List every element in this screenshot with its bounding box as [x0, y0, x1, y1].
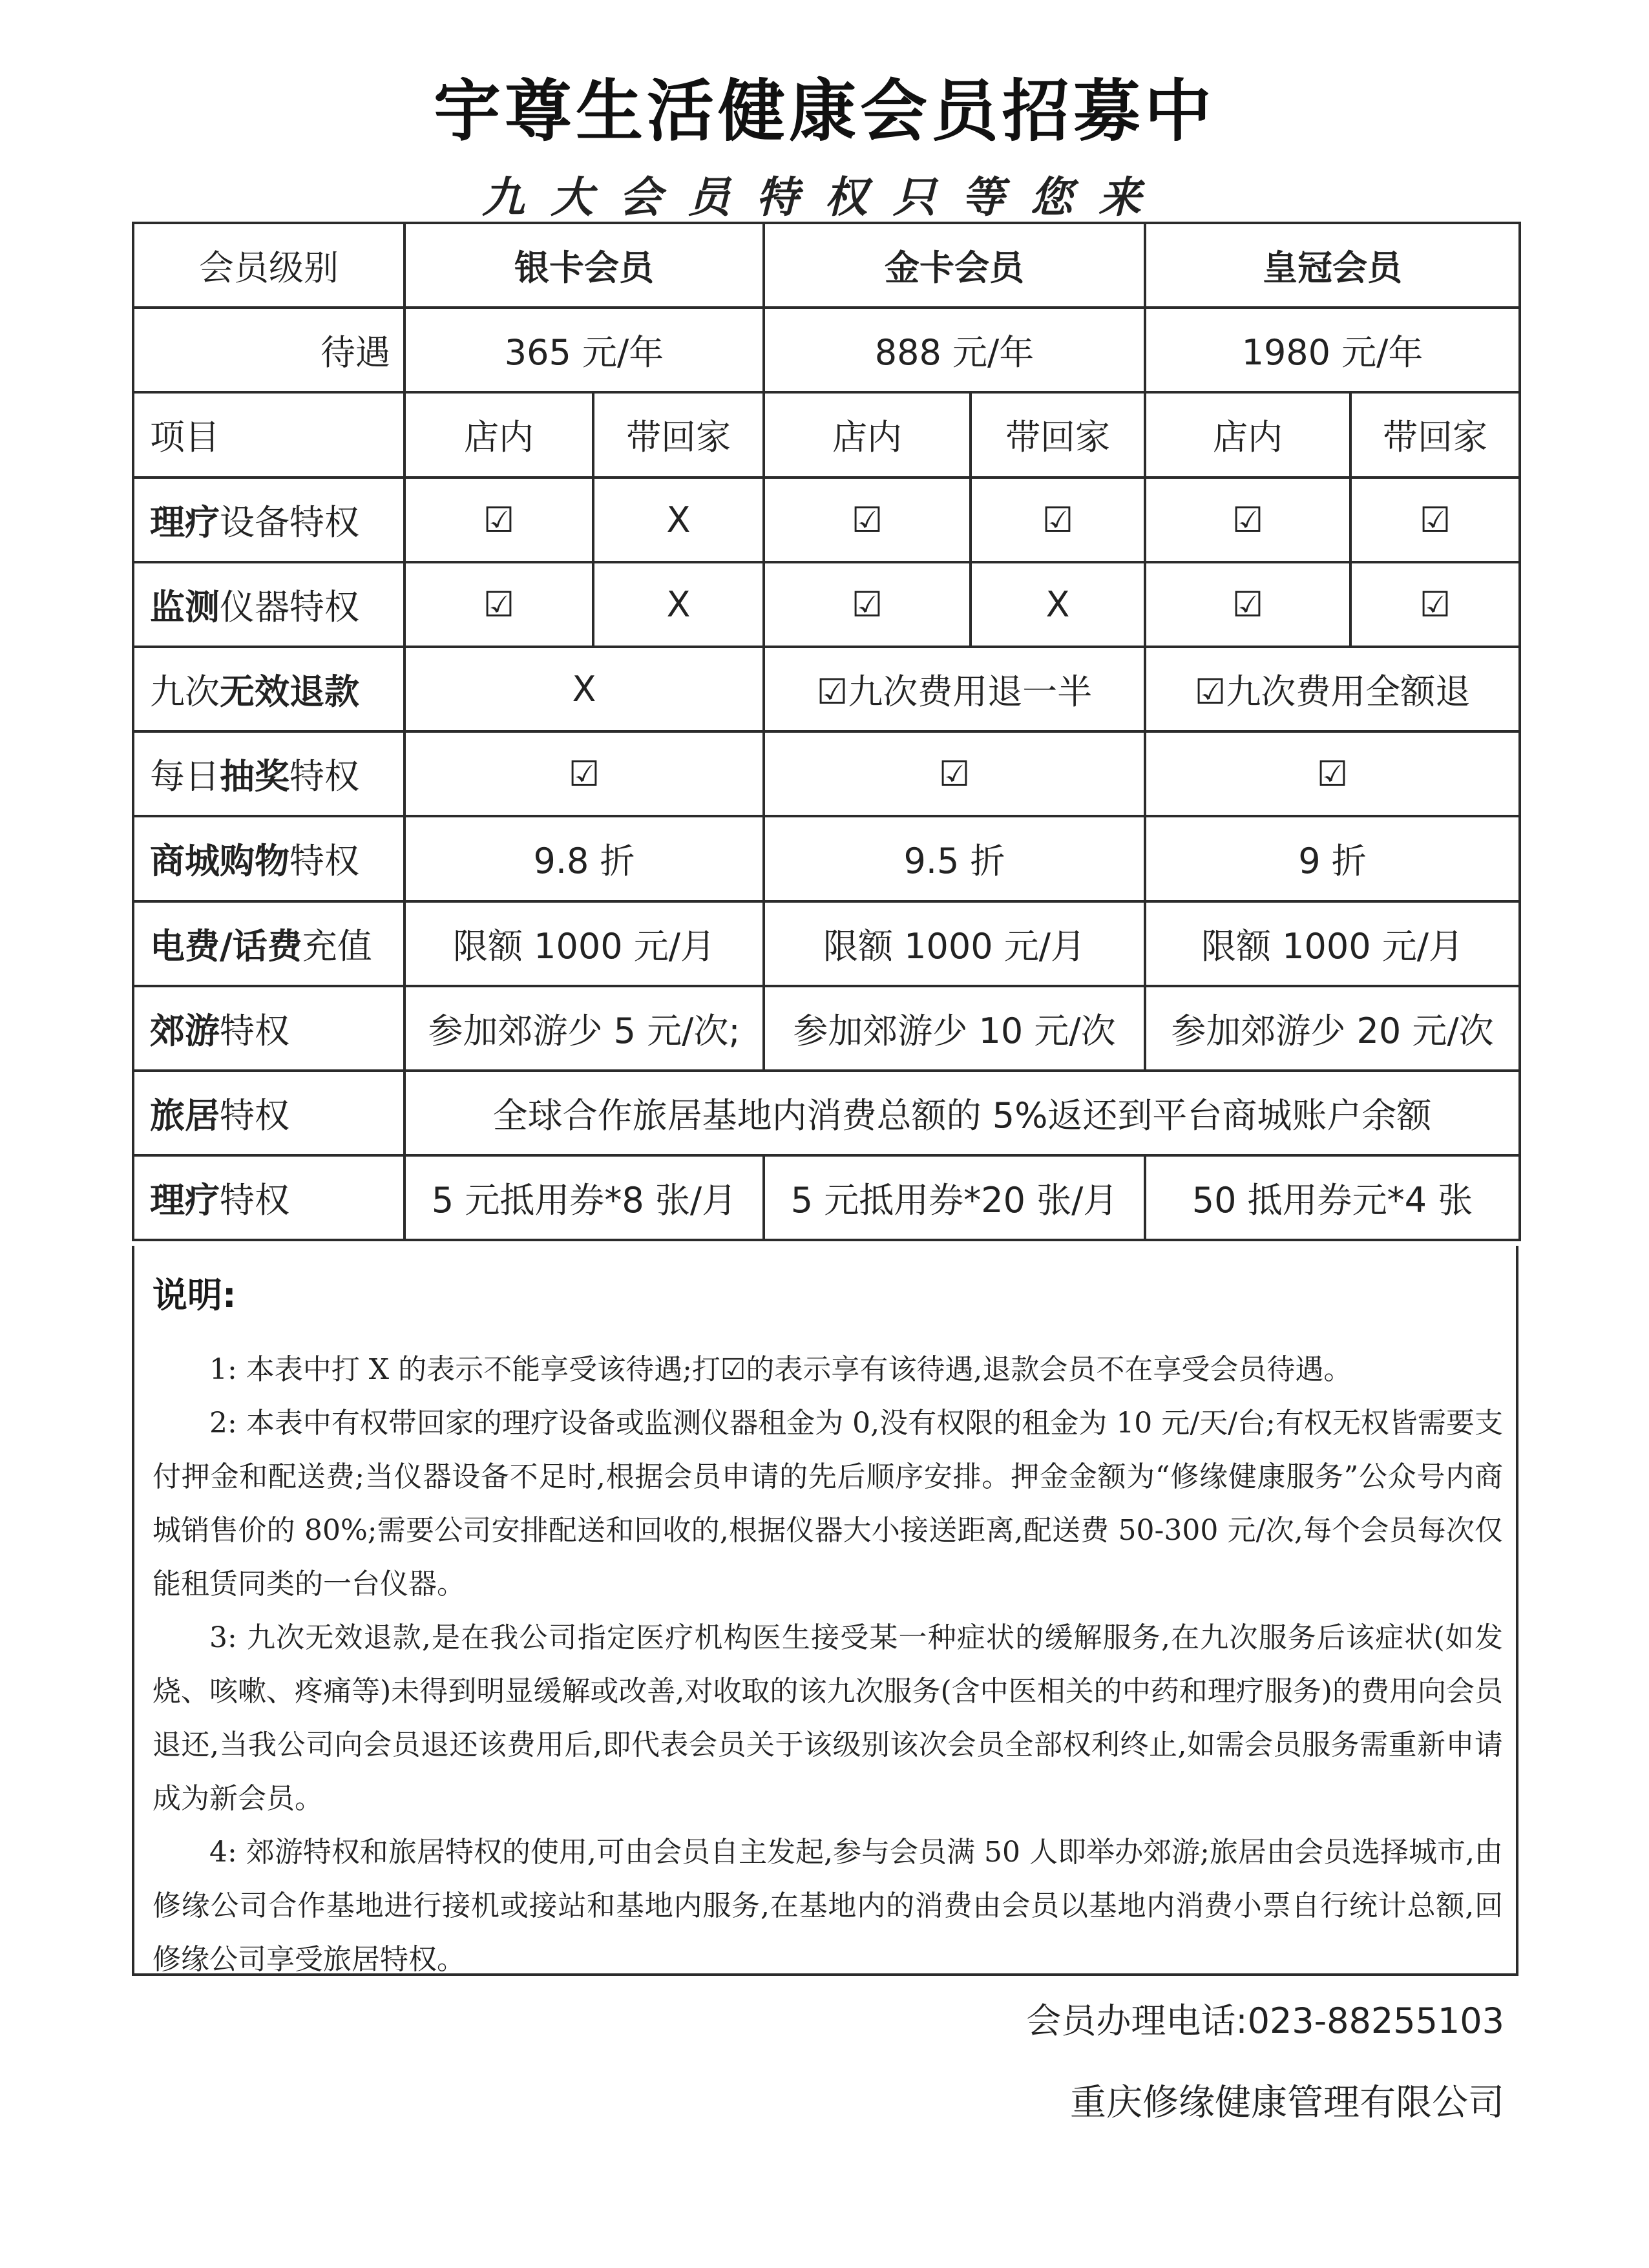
price-row [133, 308, 1520, 392]
crown-in-store: 店内 [1145, 392, 1350, 477]
gold-refund: ☑九次费用退一半 [764, 647, 1145, 731]
therapy-device-row [133, 478, 1520, 562]
crown-price: 1980 元/年 [1145, 308, 1520, 392]
crown-refund: ☑九次费用全额退 [1145, 647, 1520, 731]
gold-voucher: 5 元抵用券*20 张/月 [764, 1155, 1145, 1240]
gold-store-mark: ☑ [764, 562, 971, 647]
company-name: 重庆修缘健康管理有限公司 [1070, 2082, 1504, 2124]
gold-price: 888 元/年 [764, 308, 1145, 392]
gold-in-store: 店内 [764, 392, 971, 477]
mall-row [133, 816, 1520, 901]
crown-lottery: ☑ [1145, 731, 1520, 816]
crown-card-header: 皇冠会员 [1145, 223, 1520, 308]
silver-recharge: 限额 1000 元/月 [404, 901, 764, 986]
crown-discount: 9 折 [1145, 816, 1520, 901]
table-header-row [133, 223, 1520, 308]
therapy-device-label [133, 478, 404, 562]
therapy-row [133, 1155, 1520, 1240]
mall-label-rest: 特权 [289, 841, 359, 882]
crown-recharge: 限额 1000 元/月 [1145, 901, 1520, 986]
therapy-label [133, 1155, 404, 1240]
therapy-label-rest: 特权 [220, 1180, 289, 1221]
notes-box [132, 1246, 1518, 1976]
monitor-device-label-rest: 仪器特权 [220, 586, 359, 627]
recharge-label-rest: 充值 [302, 925, 372, 967]
silver-outing: 参加郊游少 5 元/次; [404, 986, 764, 1071]
level-header-cell: 会员级别 [133, 223, 404, 308]
therapy-device-label-bold: 理疗 [150, 501, 220, 543]
gold-store-mark: ☑ [764, 478, 971, 562]
refund-label [133, 647, 404, 731]
contact-phone: 会员办理电话:023-88255103 [1026, 2000, 1504, 2041]
recharge-label-bold: 电费/话费 [150, 925, 302, 967]
silver-price: 365 元/年 [404, 308, 764, 392]
notes-title: 说明: [152, 1275, 236, 1316]
crown-voucher: 50 抵用券元*4 张 [1145, 1155, 1520, 1240]
monitor-device-label-bold: 监测 [150, 586, 220, 627]
silver-home-mark: X [593, 562, 764, 647]
therapy-label-bold: 理疗 [150, 1180, 220, 1221]
silver-home-mark: X [593, 478, 764, 562]
note-item: 2: 本表中有权带回家的理疗设备或监测仪器租金为 0,没有权限的租金为 10 元/天/台;有权无权皆需要支付押金和配送费;当仪器设备不足时,根据会员申请的先后顺序安排。押金金额为“修缘健康服务”公众号内商城销售价的 80%;需要公司安排配送和回收的,根据仪器大小接送距离,配送费 50-300 元/次,每个会员每次仅能租赁同类的一台仪器。 [152, 1407, 1503, 1601]
gold-home-mark: X [971, 562, 1145, 647]
crown-store-mark: ☑ [1145, 478, 1350, 562]
lottery-label-bold: 抽奖 [220, 756, 289, 797]
silver-voucher: 5 元抵用券*8 张/月 [404, 1155, 764, 1240]
gold-lottery: ☑ [764, 731, 1145, 816]
travel-value: 全球合作旅居基地内消费总额的 5%返还到平台商城账户余额 [404, 1071, 1520, 1155]
price-label: 待遇 [133, 308, 404, 392]
item-label: 项目 [133, 392, 404, 477]
monitor-device-label [133, 562, 404, 647]
lottery-row [133, 731, 1520, 816]
refund-row [133, 647, 1520, 731]
gold-recharge: 限额 1000 元/月 [764, 901, 1145, 986]
mall-label-bold: 商城购物 [150, 841, 289, 882]
gold-home-mark: ☑ [971, 478, 1145, 562]
membership-table [132, 222, 1521, 1241]
monitor-device-row [133, 562, 1520, 647]
travel-label-rest: 特权 [220, 1095, 289, 1136]
therapy-device-label-rest: 设备特权 [220, 501, 359, 543]
item-row [133, 392, 1520, 477]
refund-label-bold: 无效退款 [220, 671, 359, 713]
recharge-label [133, 901, 404, 986]
travel-label-bold: 旅居 [150, 1095, 220, 1136]
mall-label [133, 816, 404, 901]
recharge-row [133, 901, 1520, 986]
gold-card-header: 金卡会员 [764, 223, 1145, 308]
silver-discount: 9.8 折 [404, 816, 764, 901]
crown-take-home: 带回家 [1350, 392, 1520, 477]
crown-home-mark: ☑ [1350, 562, 1520, 647]
silver-refund: X [404, 647, 764, 731]
crown-outing: 参加郊游少 20 元/次 [1145, 986, 1520, 1071]
notes-body [152, 1343, 1503, 1986]
silver-take-home: 带回家 [593, 392, 764, 477]
outing-label [133, 986, 404, 1071]
lottery-label [133, 731, 404, 816]
note-item: 4: 郊游特权和旅居特权的使用,可由会员自主发起,参与会员满 50 人即举办郊游;旅居由会员选择城市,由修缘公司合作基地进行接机或接站和基地内服务,在基地内的消费由会员以基地内消费小票自行统计总额,回修缘公司享受旅居特权。 [152, 1836, 1503, 1976]
outing-label-rest: 特权 [220, 1010, 289, 1051]
crown-home-mark: ☑ [1350, 478, 1520, 562]
travel-label [133, 1071, 404, 1155]
gold-discount: 9.5 折 [764, 816, 1145, 901]
gold-take-home: 带回家 [971, 392, 1145, 477]
note-item: 1: 本表中打 X 的表示不能享受该待遇;打☑的表示享有该待遇,退款会员不在享受会员待遇。 [209, 1353, 1352, 1386]
silver-in-store: 店内 [404, 392, 593, 477]
page-subtitle: 九大会员特权只等您来 [482, 172, 1167, 222]
travel-row [133, 1071, 1520, 1155]
refund-label-pre: 九次 [150, 671, 220, 713]
silver-lottery: ☑ [404, 731, 764, 816]
crown-store-mark: ☑ [1145, 562, 1350, 647]
gold-outing: 参加郊游少 10 元/次 [764, 986, 1145, 1071]
silver-store-mark: ☑ [404, 478, 593, 562]
lottery-label-pre: 每日 [150, 756, 220, 797]
page-title: 宇尊生活健康会员招募中 [433, 72, 1215, 151]
lottery-label-rest: 特权 [289, 756, 359, 797]
note-item: 3: 九次无效退款,是在我公司指定医疗机构医生接受某一种症状的缓解服务,在九次服务后该症状(如发烧、咳嗽、疼痛等)未得到明显缓解或改善,对收取的该九次服务(含中医相关的中药和理疗服务)的费用向会员退还,当我公司向会员退还该费用后,即代表会员关于该级别该次会员全部权利终止,如需会员服务需重新申请成为新会员。 [152, 1621, 1503, 1815]
outing-label-bold: 郊游 [150, 1010, 220, 1051]
outing-row [133, 986, 1520, 1071]
silver-store-mark: ☑ [404, 562, 593, 647]
silver-card-header: 银卡会员 [404, 223, 764, 308]
